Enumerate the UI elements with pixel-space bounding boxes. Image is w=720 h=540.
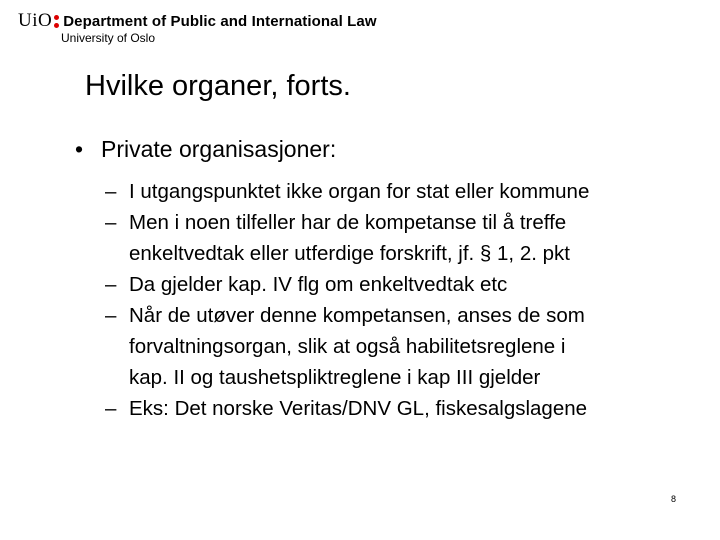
dash-marker: – xyxy=(105,397,117,420)
sub-bullet-line: I utgangspunktet ikke organ for stat eller kommune xyxy=(129,180,590,203)
logo-dot-bottom xyxy=(54,23,59,28)
bullet-marker: • xyxy=(75,136,84,162)
sub-bullet-line: kap. II og taushetspliktreglene i kap III gjelder xyxy=(129,366,541,389)
page-number: 8 xyxy=(671,494,677,504)
header-top-line xyxy=(18,10,377,32)
logo-dot-top xyxy=(54,15,59,20)
dash-marker: – xyxy=(105,304,117,327)
dash-marker: – xyxy=(105,180,117,203)
sub-bullet-line: forvaltningsorgan, slik at også habilitetsreglene i xyxy=(129,335,566,358)
dash-marker: – xyxy=(105,273,117,296)
main-bullet xyxy=(75,136,336,163)
sub-bullet-line: Da gjelder kap. IV flg om enkeltvedtak etc xyxy=(129,273,508,296)
logo-colon-icon xyxy=(54,13,59,29)
sub-bullet-line: enkeltvedtak eller utferdige forskrift, jf. § 1, 2. pkt xyxy=(129,242,570,265)
department-name: Department of Public and International Law xyxy=(63,12,377,30)
sub-bullet xyxy=(105,393,705,424)
sub-bullet xyxy=(105,176,705,207)
sub-bullet-line: Når de utøver denne kompetansen, anses de som xyxy=(129,304,585,327)
main-bullet-text: Private organisasjoner: xyxy=(101,136,337,162)
header xyxy=(18,10,377,45)
slide-title: Hvilke organer, forts. xyxy=(85,70,351,102)
dash-marker: – xyxy=(105,211,117,234)
sub-bullet-line: Eks: Det norske Veritas/DNV GL, fiskesalgslagene xyxy=(129,397,588,420)
university-name: University of Oslo xyxy=(61,31,156,45)
sub-bullet-list xyxy=(105,176,705,424)
sub-bullet xyxy=(105,300,705,393)
sub-bullet xyxy=(105,207,705,269)
sub-bullet-line: Men i noen tilfeller har de kompetanse til å treffe xyxy=(129,211,567,234)
sub-bullet xyxy=(105,269,705,300)
uio-logo: UiO xyxy=(18,10,53,31)
